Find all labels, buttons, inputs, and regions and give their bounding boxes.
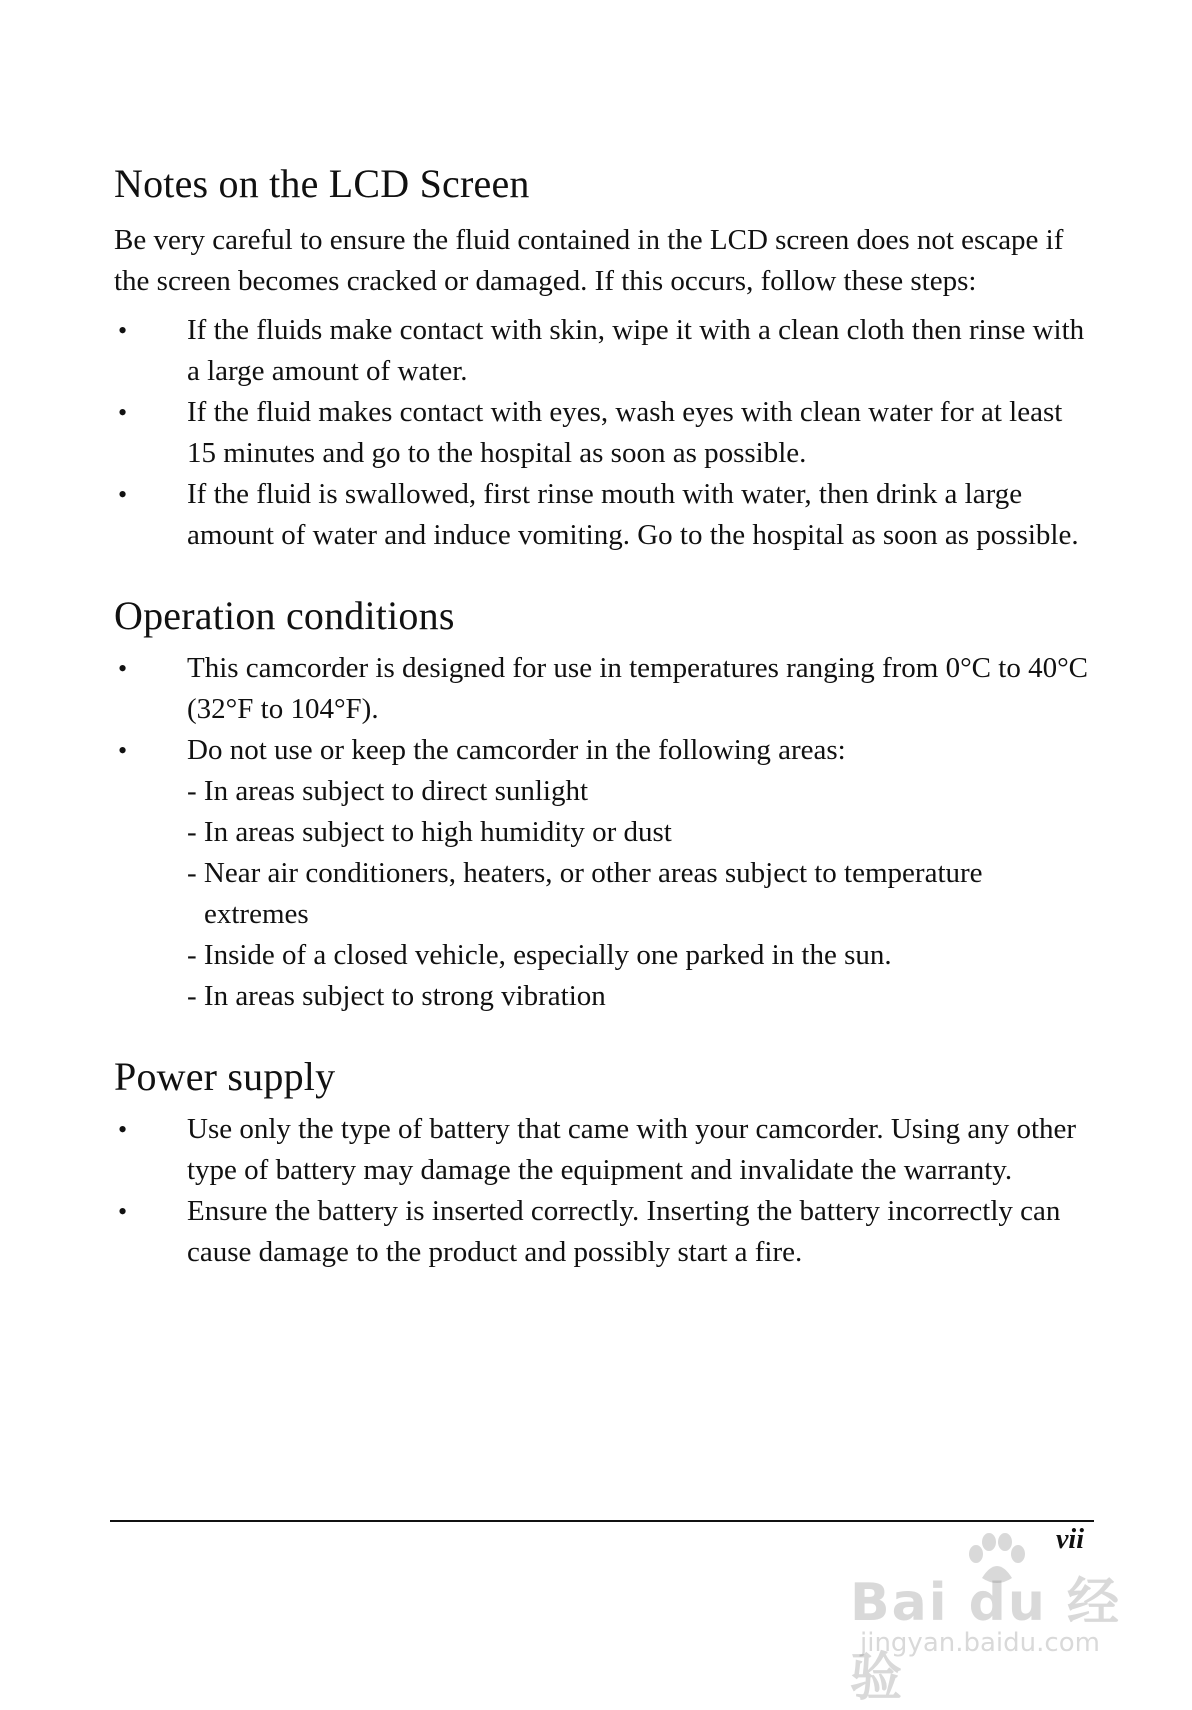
watermark-url: jingyan.baidu.com bbox=[860, 1628, 1100, 1658]
list-item-text: This camcorder is designed for use in temperatures ranging from 0°C to 40°C (32°F to 104°F). bbox=[187, 652, 1089, 725]
bullet-icon: • bbox=[118, 480, 128, 509]
list-item-text: If the fluid is swallowed, first rinse mouth with water, then drink a large amount of water and induce vomiting. Go to the hospital as soon as possible. bbox=[187, 478, 1079, 551]
bullet-icon: • bbox=[118, 398, 128, 427]
list-item bbox=[114, 310, 1094, 392]
section-title-power-supply: Power supply bbox=[114, 1054, 336, 1099]
bullet-icon: • bbox=[118, 654, 128, 683]
sub-list-item: - In areas subject to high humidity or dust bbox=[187, 816, 672, 848]
bullet-list-power-supply bbox=[114, 1109, 1094, 1273]
list-item bbox=[114, 1191, 1094, 1273]
list-item bbox=[114, 392, 1094, 474]
section-operation-conditions bbox=[114, 592, 1094, 1017]
list-item-text: Ensure the battery is inserted correctly. Inserting the battery incorrectly can cause damage to the product and possibly start a fire. bbox=[187, 1195, 1061, 1268]
bullet-icon: • bbox=[118, 736, 128, 765]
list-item bbox=[114, 1109, 1094, 1191]
section-title-lcd-screen: Notes on the LCD Screen bbox=[114, 161, 530, 206]
list-item bbox=[114, 730, 1094, 1017]
page-content bbox=[114, 160, 1094, 1273]
section-lcd-screen bbox=[114, 160, 1094, 556]
page-number: vii bbox=[1056, 1524, 1084, 1555]
sub-list-item: - Inside of a closed vehicle, especially one parked in the sun. bbox=[187, 939, 892, 971]
bullet-list-lcd-screen bbox=[114, 310, 1094, 556]
section-power-supply bbox=[114, 1053, 1094, 1273]
sub-list-item: - In areas subject to strong vibration bbox=[187, 980, 606, 1012]
bullet-icon: • bbox=[118, 1197, 128, 1226]
sub-list-item: - Near air conditioners, heaters, or other areas subject to temperature extremes bbox=[187, 857, 983, 930]
watermark-brand: Bai du 经验 bbox=[850, 1573, 1121, 1708]
bullet-icon: • bbox=[118, 1115, 128, 1144]
list-item-text: If the fluids make contact with skin, wipe it with a clean cloth then rinse with a large amount of water. bbox=[187, 314, 1085, 387]
list-item-text: If the fluid makes contact with eyes, wash eyes with clean water for at least 15 minutes and go to the hospital as soon as possible. bbox=[187, 396, 1063, 469]
bullet-list-operation-conditions bbox=[114, 648, 1094, 1017]
sub-list-item: - In areas subject to direct sunlight bbox=[187, 775, 589, 807]
list-item-text: Do not use or keep the camcorder in the following areas: bbox=[187, 734, 846, 766]
footer-divider bbox=[110, 1520, 1094, 1522]
list-item-text: Use only the type of battery that came with your camcorder. Using any other type of battery may damage the equipment and invalidate the warranty. bbox=[187, 1113, 1077, 1186]
list-item bbox=[114, 648, 1094, 730]
section-intro-lcd-screen: Be very careful to ensure the fluid contained in the LCD screen does not escape if the screen becomes cracked or damaged. If this occurs, follow these steps: bbox=[114, 224, 1064, 297]
baidu-watermark bbox=[850, 1530, 1150, 1708]
section-title-operation-conditions: Operation conditions bbox=[114, 593, 455, 638]
bullet-icon: • bbox=[118, 316, 128, 345]
list-item bbox=[114, 474, 1094, 556]
